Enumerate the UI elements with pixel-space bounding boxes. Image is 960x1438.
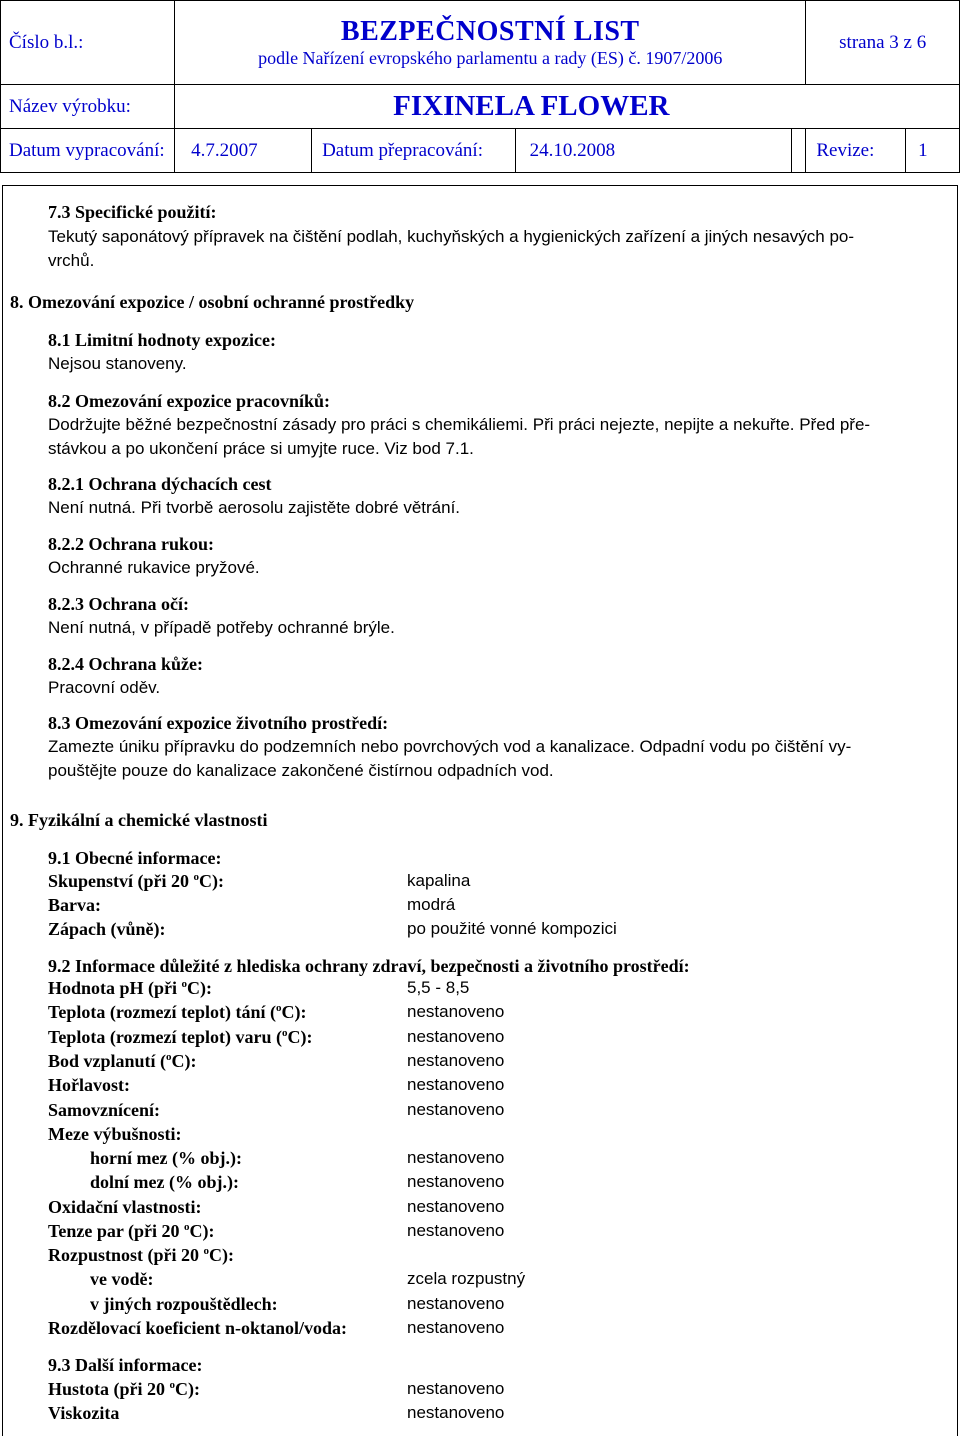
title-cell <box>175 1 806 85</box>
property-label: Samovznícení: <box>48 1100 160 1120</box>
property-label: Hodnota pH (při $^o$C): <box>48 978 213 998</box>
cislo-label: Číslo b.l.: <box>9 31 84 53</box>
s9-3-heading: 9.3 Další informace: <box>48 1355 203 1375</box>
property-value: kapalina <box>407 871 471 890</box>
property-label: Tenze par (při 20 $^o$C): <box>48 1221 215 1241</box>
date-created-label: Datum vypracování: <box>9 139 165 161</box>
property-value: nestanoveno <box>407 1379 505 1398</box>
s8-2-4-heading: 8.2.4 Ochrana kůže: <box>48 654 203 674</box>
property-label: Skupenství (při 20 $^o$C): <box>48 871 225 891</box>
s8-2-line2: stávkou a po ukončení práce si umyjte ruce. Viz bod 7.1. <box>48 439 474 458</box>
property-value: nestanoveno <box>407 1294 505 1313</box>
degree-superscript: o <box>166 1051 172 1063</box>
property-value: nestanoveno <box>407 1403 505 1422</box>
property-value: nestanoveno <box>407 1075 505 1094</box>
s9-2-heading: 9.2 Informace důležité z hlediska ochrany zdraví, bezpečnosti a životního prostředí: <box>48 956 690 976</box>
degree-superscript: o <box>193 871 200 883</box>
spacer-cell <box>791 129 805 173</box>
property-label: Zápach (vůně): <box>48 919 166 939</box>
property-label: v jiných rozpouštědlech: <box>90 1294 278 1314</box>
cislo-cell <box>1 1 175 85</box>
page-cell <box>806 1 960 85</box>
property-label: Hustota (při 20 $^o$C): <box>48 1379 200 1399</box>
revision-label-cell <box>806 129 906 173</box>
property-value: nestanoveno <box>407 1318 505 1337</box>
page-number: strana 3 z 6 <box>839 31 927 53</box>
property-value: nestanoveno <box>407 1197 505 1216</box>
property-label: Teplota (rozmezí teplot) varu ($^o$C): <box>48 1027 313 1047</box>
property-value: nestanoveno <box>407 1051 505 1070</box>
s8-2-4-text: Pracovní oděv. <box>48 678 161 697</box>
property-label: ve vodě: <box>90 1269 154 1289</box>
s7-3-line2: vrchů. <box>48 251 95 270</box>
property-value: nestanoveno <box>407 1148 505 1167</box>
property-label: Rozpustnost (při 20 $^o$C): <box>48 1245 235 1265</box>
date-revised-label-cell <box>312 129 516 173</box>
property-label: Rozdělovací koeficient n-oktanol/voda: <box>48 1318 347 1338</box>
s8-2-1-text: Není nutná. Při tvorbě aerosolu zajistěte dobré větrání. <box>48 498 461 517</box>
s9-1-heading: 9.1 Obecné informace: <box>48 848 222 868</box>
property-label: horní mez (% obj.): <box>90 1148 242 1168</box>
degree-superscript: o <box>181 978 188 990</box>
s8-2-3-heading: 8.2.3 Ochrana očí: <box>48 594 189 614</box>
header-table <box>0 0 960 173</box>
date-revised-label: Datum přepracování: <box>322 139 483 161</box>
property-value: modrá <box>407 895 456 914</box>
property-value: po použité vonné kompozici <box>407 919 617 938</box>
property-label: Bod vzplanutí ($^o$C): <box>48 1051 197 1071</box>
s8-3-line2: pouštějte pouze do kanalizace zakončené čistírnou odpadních vod. <box>48 761 554 780</box>
product-label-cell <box>1 85 175 129</box>
product-name-cell <box>175 85 960 129</box>
s7-3-line1: Tekutý saponátový přípravek na čištění podlah, kuchyňských a hygienických zařízení a jiných nesavých po- <box>48 227 855 246</box>
s8-3-line1: Zamezte úniku přípravku do podzemních nebo povrchových vod a kanalizace. Odpadní vodu po čištění vy- <box>48 737 852 756</box>
property-label: Teplota (rozmezí teplot) tání ($^o$C): <box>48 1002 307 1022</box>
s8-2-1-heading: 8.2.1 Ochrana dýchacích cest <box>48 474 272 494</box>
date-revised-cell <box>515 129 791 173</box>
property-label: Viskozita <box>48 1403 120 1423</box>
document-subtitle: podle Nařízení evropského parlamentu a rady (ES) č. 1907/2006 <box>258 48 723 68</box>
degree-superscript: o <box>281 1027 288 1039</box>
date-revised: 24.10.2008 <box>529 139 616 161</box>
document-title: BEZPEČNOSTNÍ LIST <box>340 16 640 47</box>
property-value: 5,5 - 8,5 <box>407 978 470 997</box>
property-value: zcela rozpustný <box>407 1269 526 1288</box>
s8-1-text: Nejsou stanoveny. <box>48 354 187 373</box>
s9-heading: 9. Fyzikální a chemické vlastnosti <box>10 810 268 830</box>
property-value: nestanoveno <box>407 1002 505 1021</box>
s8-heading: 8. Omezování expozice / osobní ochranné prostředky <box>10 292 415 312</box>
property-label: dolní mez (% obj.): <box>90 1172 239 1192</box>
product-name: FIXINELA FLOWER <box>393 90 670 122</box>
date-created-cell <box>175 129 312 173</box>
property-label: Oxidační vlastnosti: <box>48 1197 202 1217</box>
property-label: Hořlavost: <box>48 1075 130 1095</box>
date-created: 4.7.2007 <box>191 139 258 161</box>
revision-number: 1 <box>918 139 928 161</box>
property-value: nestanoveno <box>407 1027 505 1046</box>
property-value: nestanoveno <box>407 1100 505 1119</box>
property-label: Barva: <box>48 895 101 915</box>
property-value: nestanoveno <box>407 1221 505 1240</box>
revision-label: Revize: <box>816 139 875 161</box>
property-value: nestanoveno <box>407 1172 505 1191</box>
s7-3-heading: 7.3 Specifické použití: <box>48 202 217 222</box>
revision-cell <box>906 129 960 173</box>
s8-2-line1: Dodržujte běžné bezpečnostní zásady pro práci s chemikáliemi. Při práci nejezte, nepijte a nekuřte. Před pře- <box>48 415 871 434</box>
degree-superscript: o <box>184 1221 190 1233</box>
date-created-label-cell <box>1 129 175 173</box>
s8-2-heading: 8.2 Omezování expozice pracovníků: <box>48 391 330 411</box>
s8-1-heading: 8.1 Limitní hodnoty expozice: <box>48 330 276 350</box>
s8-3-heading: 8.3 Omezování expozice životního prostředí: <box>48 713 389 733</box>
property-label: Meze výbušnosti: <box>48 1124 182 1144</box>
s8-2-2-heading: 8.2.2 Ochrana rukou: <box>48 534 215 554</box>
product-label: Název výrobku: <box>9 95 131 117</box>
s8-2-3-text: Není nutná, v případě potřeby ochranné brýle. <box>48 618 395 637</box>
s8-2-2-text: Ochranné rukavice pryžové. <box>48 558 260 577</box>
degree-superscript: o <box>203 1245 210 1257</box>
degree-superscript: o <box>275 1002 282 1014</box>
degree-superscript: o <box>169 1379 175 1391</box>
